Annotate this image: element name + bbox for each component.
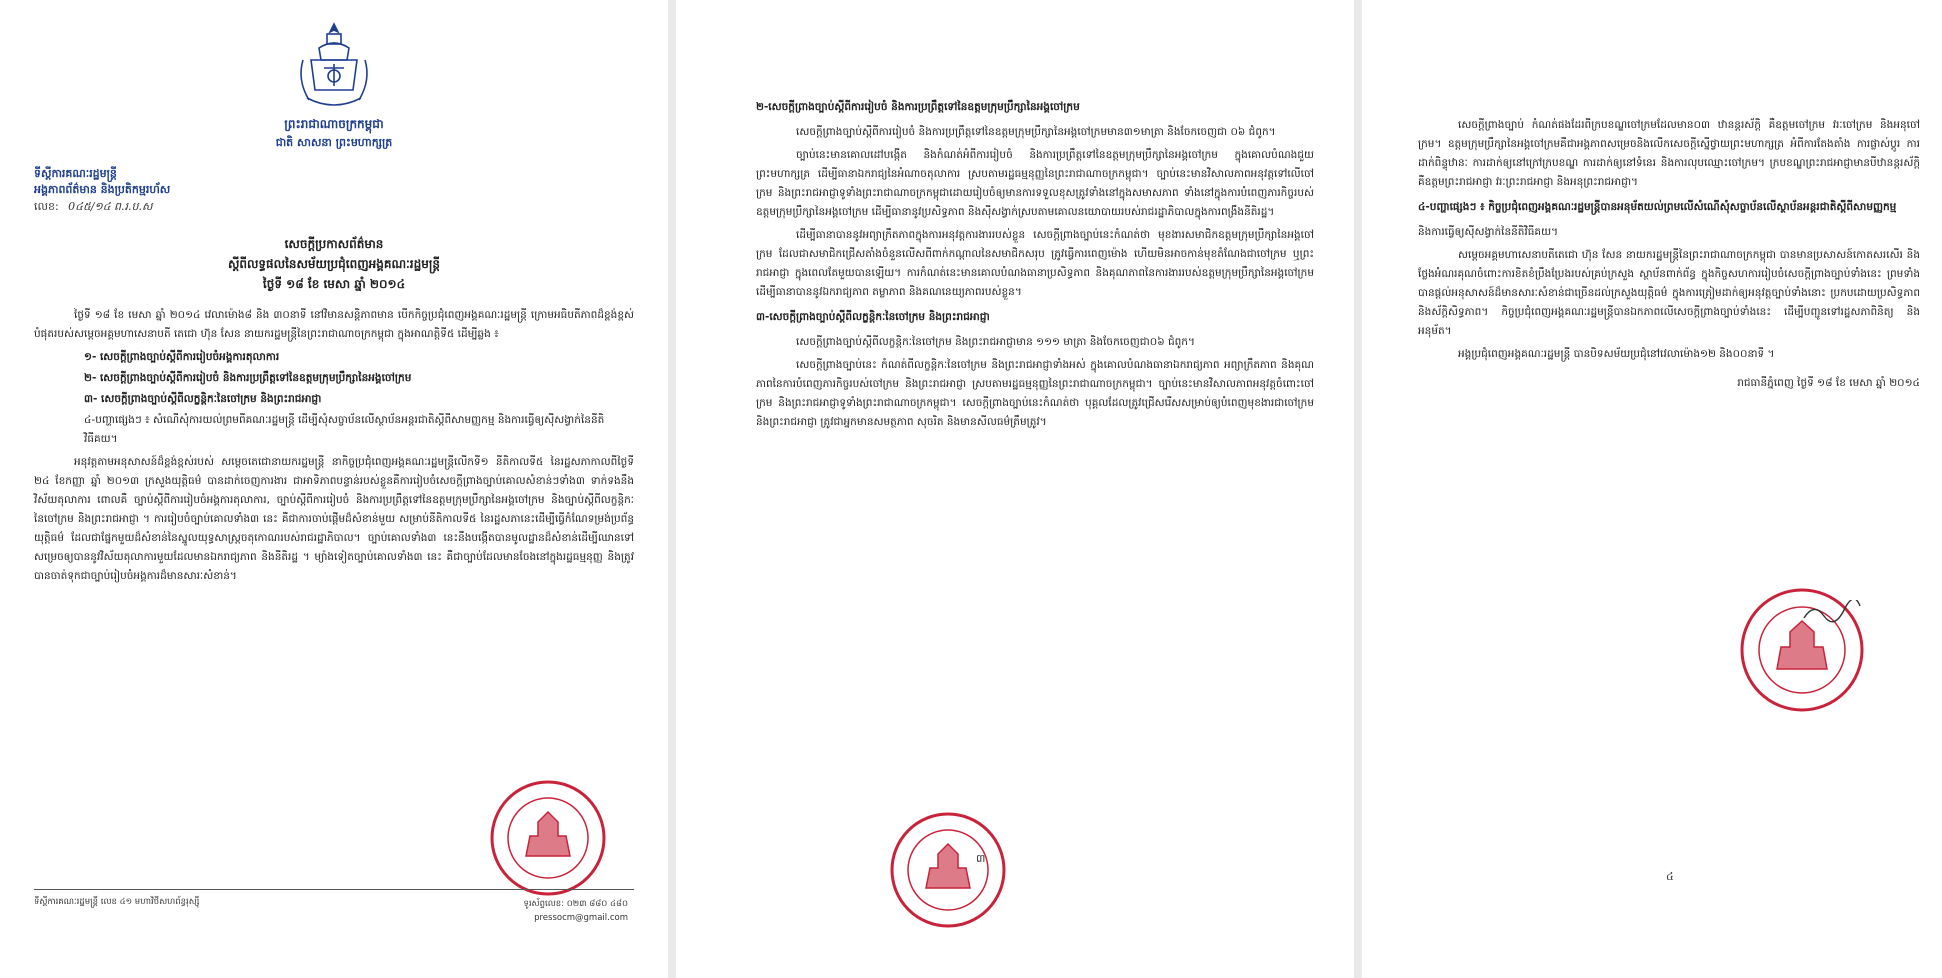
official-red-stamp <box>488 778 608 902</box>
section-3-heading: ៣-សេចក្តីព្រាងច្បាប់ស្តីពីលក្ខន្តិកៈនៃចៅក្រម និងព្រះរាជអាជ្ញា <box>756 311 990 323</box>
document-title <box>34 234 634 294</box>
body-paragraph: អនុវត្តតាមអនុសាសន៍ដ៏ខ្ពង់ខ្ពស់របស់ សម្តេចតេជោនាយករដ្ឋមន្ត្រី នាកិច្ចប្រជុំពេញអង្គគណៈរដ្ឋមន្ត្រីលើកទី១ នីតិកាលទី៥ នៃរដ្ឋសភាកាលពីថ្ងៃទី ២៤ ខែកញ្ញា ឆ្នាំ ២០១៣ ក្រសួងយុត្តិធម៌ បានដាក់ចេញការងារ ជាអាទិភាពបន្ទាន់របស់ខ្លួនគឺការរៀបចំសេចក្តីព្រាងច្បាប់គោលសំខាន់ៗទាំង៣ ទាក់ទងនឹងវិស័យតុលាការ ពោលគឺ ច្បាប់ស្តីពីការរៀបចំអង្គការតុលាការ, ច្បាប់ស្តីពីការរៀបចំ និងការប្រព្រឹត្តទៅនៃឧត្តមក្រុមប្រឹក្សានៃអង្គចៅក្រម និងច្បាប់ស្តីពីលក្ខន្តិកៈនៃចៅក្រម និងព្រះរាជអាជ្ញា ។ ការរៀបចំច្បាប់គោលទាំង៣ នេះ គឺជាការចាប់ផ្តើមដ៏សំខាន់មួយ សម្រាប់នីតិកាលទី៥ នៃរដ្ឋសភានេះដើម្បីធ្វើកំណែទម្រង់ប្រព័ន្ធយុត្តិធម៌ ដែលជាផ្នែកមួយដ៏សំខាន់នៃស្នូលយុទ្ធសាស្ត្រចតុកោណរបស់រាជរដ្ឋាភិបាល។ ច្បាប់គោលទាំង៣ នេះនឹងបង្កើតបានមូលដ្ឋានដ៏សំខាន់ដើម្បីឈានទៅសម្រេចឲ្យបាននូវវិស័យតុលាការមួយដែលមានឯករាជ្យភាព និងនីតិរដ្ឋ ។ ម្យ៉ាងទៀតច្បាប់គោលទាំង៣ នេះ គឺជាច្បាប់ដែលមានចែងនៅក្នុងរដ្ឋធម្មនុញ្ញ និងត្រូវបានចាត់ទុកជាច្បាប់រៀបចំអង្គការដ៏មានសារៈសំខាន់។ <box>34 456 634 582</box>
agenda-list <box>34 348 634 449</box>
ref-label: លេខ: <box>34 200 59 213</box>
press-release-page-3 <box>1362 0 1942 978</box>
signature <box>1802 600 1862 628</box>
kingdom-title: ព្រះរាជាណាចក្រកម្ពុជា <box>284 117 384 131</box>
section-2-heading: ២-សេចក្តីព្រាងច្បាប់ស្តីពីការរៀបចំ និងការប្រព្រឹត្តទៅនៃឧត្តមក្រុមប្រឹក្សានៃអង្គចៅក្រម <box>756 101 1080 113</box>
section-2-paragraph-1: សេចក្តីព្រាងច្បាប់ស្តីពីការរៀបចំ និងការប្រព្រឹត្តទៅនៃឧត្តមក្រុមប្រឹក្សានៃអង្គចៅក្រមមាន៣១មាត្រា និងចែកចេញជា ០៦ ជំពូក។ <box>796 126 1276 138</box>
footer-email-link[interactable]: pressocm@gmail.com <box>534 913 628 923</box>
issuing-office <box>34 166 634 198</box>
press-release-page-1 <box>0 0 668 978</box>
title-line-2: ស្តីពីលទ្ធផលនៃសម័យប្រជុំពេញអង្គគណៈរដ្ឋមន្ត្រី <box>227 257 441 271</box>
ref-number-handwritten: 0៤៥/១៤ ព.រ.ប.ស <box>68 200 153 213</box>
title-line-3: ថ្ងៃទី ១៨ ខែ មេសា ឆ្នាំ ២០១៤ <box>262 277 406 291</box>
footer-phone: ទូរស័ព្ទលេខ: ០២៣ ៨៨០ ៤៨០ <box>523 899 628 909</box>
page3-paragraph-4: អង្គប្រជុំពេញអង្គគណៈរដ្ឋមន្ត្រី បានបិទសម័យប្រជុំនៅវេលាម៉ោង១២ និង០០នាទី ។ <box>1458 348 1775 360</box>
footer-contact <box>523 897 628 925</box>
press-release-page-2 <box>676 0 1354 978</box>
agenda-item-4: ៤-បញ្ហាផ្សេងៗ ៖ សំណើសុំការយល់ព្រមពីគណៈរដ្ឋមន្ត្រី ដើម្បីសុំសច្ចាប័នលើស្ថាប័នអន្តរជាតិស្តីពីសាមញ្ញកម្ម និងការធ្វើឲ្យស៊ីសង្វាក់នៃនីតិវិធីគយ។ <box>84 414 605 445</box>
agenda-item-3: ៣- សេចក្តីព្រាងច្បាប់ស្តីពីលក្ខន្តិកៈនៃចៅក្រម និងព្រះរាជអាជ្ញា <box>84 393 322 405</box>
title-line-1: សេចក្តីប្រកាសព័ត៌មាន <box>284 237 384 251</box>
section-3-paragraph-1: សេចក្តីព្រាងច្បាប់ស្តីពីលក្ខន្តិកៈនៃចៅក្រម និងព្រះរាជអាជ្ញាមាន ១១១ មាត្រា និងចែកចេញជា០៦ ជំពូក។ <box>796 336 1195 348</box>
page3-paragraph-3: សម្តេចអគ្គមហាសេនាបតីតេជោ ហ៊ុន សែន នាយករដ្ឋមន្ត្រីនៃព្រះរាជាណាចក្រកម្ពុជា បានមានប្រសាសន៍កោតសរសើរ និងថ្លែងអំណរគុណចំពោះការខិតខំប្រឹងប្រែងរបស់គ្រប់ក្រសួង ស្ថាប័នពាក់ព័ន្ធ ក្នុងកិច្ចសហការរៀបចំសេចក្តីព្រាងច្បាប់ទាំងនេះ ព្រមទាំងបានផ្តល់អនុសាសន៍ដ៏មានសារៈសំខាន់ជាច្រើនដល់ក្រសួងយុត្តិធម៌ ក្នុងការត្រៀមដាក់ឲ្យអនុវត្តច្បាប់ទាំងនោះ ប្រកបដោយប្រសិទ្ធភាព និងស័ក្តិសិទ្ធភាព។ កិច្ចប្រជុំពេញអង្គគណៈរដ្ឋមន្ត្រីបានឯកភាពលើសេចក្តីព្រាងច្បាប់ទាំងនេះ ដើម្បីបញ្ជូនទៅរដ្ឋសភាពិនិត្យ និងអនុម័ត។ <box>1418 249 1920 337</box>
office-line-1: ទីស្តីការគណៈរដ្ឋមន្ត្រី <box>34 167 117 180</box>
intro-paragraph: ថ្ងៃទី ១៨ ខែ មេសា ឆ្នាំ ២០១៤ វេលាម៉ោង៨ និង ៣០នាទី នៅវិមានសន្តិភាពមាន បើកកិច្ចប្រជុំពេញអង្គគណៈរដ្ឋមន្ត្រី ក្រោមអធិបតីភាពដ៏ខ្ពង់ខ្ពស់បំផុតរបស់សម្តេចអគ្គមហាសេនាបតី តេជោ ហ៊ុន សែន នាយករដ្ឋមន្ត្រីនៃព្រះរាជាណាចក្រកម្ពុជា ក្នុងអាណត្តិទី៥ ដើម្បីឆ្លង ៖ <box>34 309 634 340</box>
office-line-2: អង្គភាពព័ត៌មាន និងប្រតិកម្មរហ័ស <box>34 183 171 196</box>
item-4-heading: ៤-បញ្ហាផ្សេងៗ ៖ កិច្ចប្រជុំពេញអង្គគណៈរដ្ឋមន្ត្រីបានអនុម័តយល់ព្រមលើសំណើសុំសច្ចាប័នលើស្ថាប័នអន្តរជាតិស្តីពីសាមញ្ញកម្ម <box>1418 201 1897 213</box>
page-number: ៣ <box>976 852 986 865</box>
dateline: រាជធានីភ្នំពេញ ថ្ងៃទី ១៨ ខែ មេសា ឆ្នាំ ២០១៤ <box>1737 377 1920 389</box>
official-red-stamp <box>888 810 1008 934</box>
page-number: ៤ <box>1666 870 1674 883</box>
royal-crest-emblem <box>34 20 634 114</box>
agenda-item-1: ១- សេចក្តីព្រាងច្បាប់ស្តីពីការរៀបចំអង្គការតុលាការ <box>84 351 280 363</box>
page3-paragraph-2: និងការធ្វើឲ្យស៊ីសង្វាក់នៃនីតិវិធីគយ។ <box>1418 226 1559 238</box>
footer-divider <box>34 889 634 890</box>
section-2-paragraph-2: ច្បាប់នេះមានគោលដៅបង្កើត និងកំណត់អំពីការរៀបចំ និងការប្រព្រឹត្តទៅនៃឧត្តមក្រុមប្រឹក្សានៃអង្គចៅក្រម ក្នុងគោលបំណងជួយព្រះមហាក្សត្រ ដើម្បីធានាឯករាជ្យនៃអំណាចតុលាការ ស្របតាមរដ្ឋធម្មនុញ្ញនៃព្រះរាជាណាចក្រកម្ពុជា។ ច្បាប់នេះមានវិសាលភាពអនុវត្តទៅលើចៅក្រម និងព្រះរាជអាជ្ញាទូទាំងព្រះរាជាណាចក្រកម្ពុជាដោយរៀបចំឲ្យមានការទទួលខុសត្រូវទាំងនៅក្នុងសមាសភាព ទាំងនៅក្នុងការបំពេញភារកិច្ចរបស់ឧត្តមក្រុមប្រឹក្សានៃអង្គចៅក្រម ដើម្បីធានានូវប្រសិទ្ធភាព និងស៊ីសង្វាក់ស្របតាមគោលនយោបាយរបស់រាជរដ្ឋាភិបាលក្នុងការពង្រឹងនីតិរដ្ឋ។ <box>756 149 1314 218</box>
page3-paragraph-1: សេចក្តីព្រាងច្បាប់ កំណត់ផងដែរពីក្របខណ្ឌចៅក្រមដែលមាន០៣ ឋានន្តរស័ក្តិ គឺឧត្តមចៅក្រម វរៈចៅក្រម និងអនុចៅក្រម។ ឧត្តមក្រុមប្រឹក្សានៃអង្គចៅក្រមគឺជាអង្គភាពសម្រេចនិងលើកសេចក្តីស្នើថ្វាយព្រះមហាក្សត្រ អំពីការតែងតាំង ការផ្លាស់ប្តូរ ការដាក់ពិន្ទុឋានៈ ការដាក់ឲ្យនៅក្រៅក្របខណ្ឌ ការដាក់ឲ្យនៅទំនេរ និងការលុបឈ្មោះចៅក្រម។ ក្របខណ្ឌព្រះរាជអាជ្ញាមានបីឋានន្តរស័ក្តិ គឺឧត្តមព្រះរាជអាជ្ញា វរៈព្រះរាជអាជ្ញា និងអនុព្រះរាជអាជ្ញា។ <box>1418 119 1920 188</box>
section-3-paragraph-2: សេចក្តីព្រាងច្បាប់នេះ កំណត់ពីលក្ខន្តិកៈនៃចៅក្រម និងព្រះរាជអាជ្ញាទាំងអស់ ក្នុងគោលបំណងធានាឯករាជ្យភាព អព្យាក្រឹតភាព និងគុណភាពនៃការបំពេញភារកិច្ចរបស់ចៅក្រម និងព្រះរាជអាជ្ញា ស្របតាមរដ្ឋធម្មនុញ្ញនៃព្រះរាជាណាចក្រកម្ពុជា។ ច្បាប់នេះមានវិសាលភាពអនុវត្តចំពោះចៅក្រម និងព្រះរាជអាជ្ញាទូទាំងព្រះរាជាណាចក្រកម្ពុជា។ សេចក្តីព្រាងច្បាប់នេះកំណត់ថា បុគ្គលដែលត្រូវជ្រើសរើសសម្រាប់ឲ្យបំពេញមុខងារជាចៅក្រម និងព្រះរាជអាជ្ញា ត្រូវជាអ្នកមានសមត្ថភាព សុចរិត និងមានសីលធម៌ត្រឹមត្រូវ។ <box>756 359 1314 428</box>
kingdom-motto: ជាតិ សាសនា ព្រះមហាក្សត្រ <box>275 136 393 149</box>
reference-number <box>34 200 634 216</box>
agenda-item-2: ២- សេចក្តីព្រាងច្បាប់ស្តីពីការរៀបចំ និងការប្រព្រឹត្តទៅនៃឧត្តមក្រុមប្រឹក្សានៃអង្គចៅក្រម <box>84 372 412 384</box>
section-2-paragraph-3: ដើម្បីធានាបាននូវអព្យាក្រឹតភាពក្នុងការអនុវត្តការងាររបស់ខ្លួន សេចក្តីព្រាងច្បាប់នេះកំណត់ថា មុខងារសមាជិកឧត្តមក្រុមប្រឹក្សានៃអង្គចៅក្រម ដែលជាសមាជិកជ្រើសតាំងចំនួនលើសពីពាក់កណ្តាលនៃសមាជិកសរុប ត្រូវធ្វើការពេញម៉ោង ហើយមិនអាចកាន់មុខតំណែងជាចៅក្រម ឬព្រះរាជអាជ្ញា ក្នុងពេលតែមួយបានឡើយ។ ការកំណត់នេះមានគោលបំណងធានាប្រសិទ្ធភាព និងគុណភាពនៃការងាររបស់ឧត្តមក្រុមប្រឹក្សានៃអង្គចៅក្រម ដើម្បីធានាបាននូវឯករាជ្យភាព តម្លាភាព និងគណនេយ្យភាពរបស់ខ្លួន។ <box>756 229 1314 298</box>
footer-address: ទីស្តីការគណៈរដ្ឋមន្ត្រី លេខ ៤១ មហាវិថីសហព័ន្ធរុស្ស៊ី <box>34 897 200 907</box>
